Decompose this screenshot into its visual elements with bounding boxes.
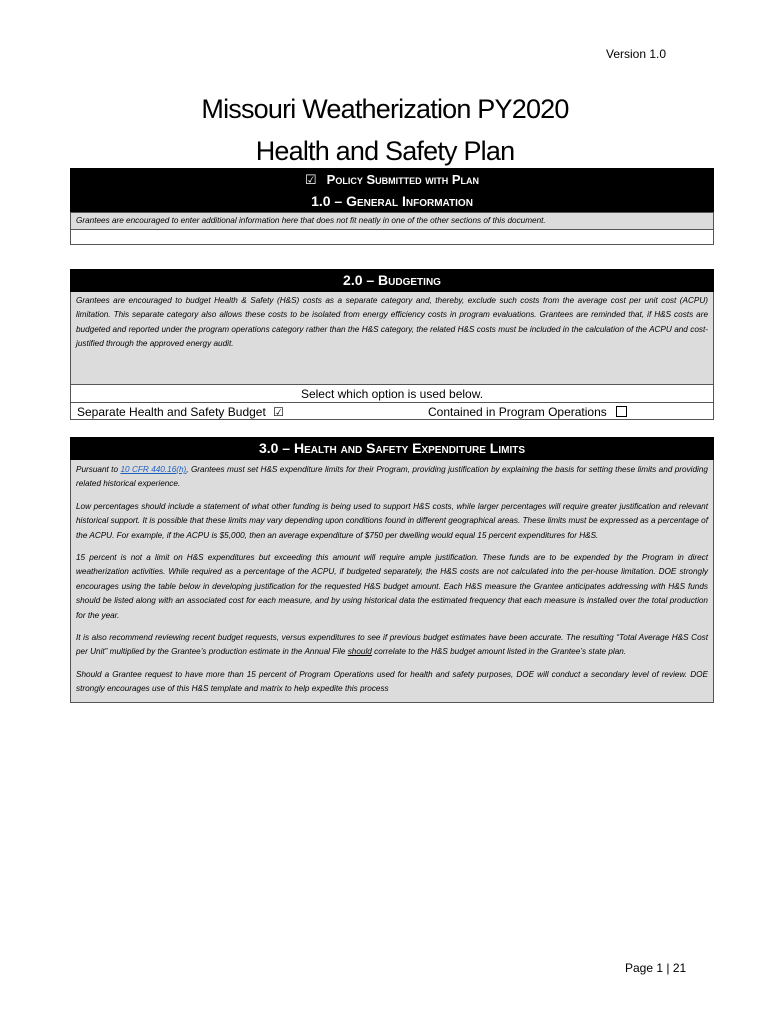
policy-bar (70, 168, 714, 191)
section3-paragraph-1 (76, 463, 708, 492)
version-label: Version 1.0 (606, 47, 667, 61)
section3-paragraph-3: 15 percent is not a limit on H&S expenditures but exceeding this amount will require ample justification. These funds are to be expended by the Program in direct weatherization activities. While required as a percentage of the ACPU, if budgeted separately, the H&S costs are not calculated into the per-house limitation. DOE strongly encourages using the table below in developing justification for the requested H&S budget amount. Each H&S measure the Grantee anticipates addressing with H&S funds should be listed along with an associated cost for each measure, and by using historical data the estimated frequency that each measure is installed over the total production for the year. (76, 553, 708, 620)
section-budgeting (70, 269, 714, 420)
p4-text-before: It is also recommend reviewing recent budget requests, versus expenditures to see if previous budget estimates have been accurate. The resulting “Total Average H&S Cost per Unit” multiplied by the Grantee’s production estimate in the Annual File (76, 633, 708, 657)
section3-heading: 3.0 – Health and Safety Expenditure Limits (258, 440, 526, 456)
section2-heading: 2.0 – Budgeting (343, 272, 441, 288)
section3-paragraph-5: Should a Grantee request to have more than 15 percent of Program Operations used for health and safety purposes, DOE will conduct a secondary level of review. DOE strongly encourages use of this H&S template and matrix to help expedite this process (76, 669, 708, 694)
title-line-1: Missouri Weatherization PY2020 (201, 94, 569, 124)
section1-heading: 1.0 – General Information (311, 193, 473, 209)
section-general-information (70, 168, 714, 245)
p4-text-after: correlate to the H&S budget amount listed in the Grantee’s state plan. (371, 647, 627, 657)
option-program-operations-label: Contained in Program Operations (428, 405, 607, 419)
unchecked-checkbox-icon[interactable] (616, 406, 627, 417)
page-number: Page 1 | 21 (625, 961, 687, 975)
budget-options-row (70, 402, 714, 420)
section2-text: Grantees are encouraged to budget Health & Safety (H&S) costs as a separate category and, thereby, exclude such costs from the average cost per unit cost (ACPU) limitation. This separate category also allows these costs to be isolated from energy efficiency costs in program evaluations. Grantees are reminded that, if H&S costs are budgeted and reported under the program operations category rather than the H&S category, the related H&S costs must be included in the calculation of the ACPU and cost-justified through the approved energy audit. (70, 292, 714, 384)
option-separate-budget-label: Separate Health and Safety Budget (77, 405, 266, 419)
p4-underlined-word: should (347, 647, 372, 657)
section3-paragraph-4 (76, 631, 708, 660)
policy-label: Policy Submitted with Plan (326, 172, 479, 187)
section-expenditure-limits (70, 437, 714, 703)
checked-checkbox-icon[interactable]: ☑ (273, 405, 284, 419)
section3-body (70, 460, 714, 703)
select-option-label: Select which option is used below. (70, 384, 714, 402)
section2-heading-bar (70, 269, 714, 292)
section3-heading-bar (70, 437, 714, 460)
general-information-input[interactable] (70, 229, 714, 245)
title-line-2: Health and Safety Plan (255, 136, 515, 166)
p1-text-before: Pursuant to (76, 465, 121, 474)
section3-paragraph-2: Low percentages should include a statement of what other funding is being used to support H&S costs, while larger percentages will require greater justification and relevant historical support. It is possible that these limits may vary depending upon conditions found in different geographical areas. These limits must be expressed as a percentage of the ACPU. For example, if the ACPU is $5,000, then an average expenditure of $750 per dwelling would equal 15 percent expenditures for H&S. (76, 501, 708, 540)
document-title (0, 88, 770, 172)
p1-text-after: , Grantees must set H&S expenditure limits for their Program, providing justification by explaining the basis for setting these limits and providing related historical experience. (76, 465, 708, 489)
option-program-operations[interactable] (428, 403, 627, 421)
cfr-link[interactable]: 10 CFR 440.16(h) (120, 465, 187, 474)
section1-note: Grantees are encouraged to enter additional information here that does not fit neatly in one of the other sections of this document. (70, 212, 714, 229)
option-separate-budget[interactable] (77, 403, 284, 421)
section1-heading-bar (70, 191, 714, 212)
policy-checkbox-icon[interactable]: ☑ (305, 172, 317, 187)
